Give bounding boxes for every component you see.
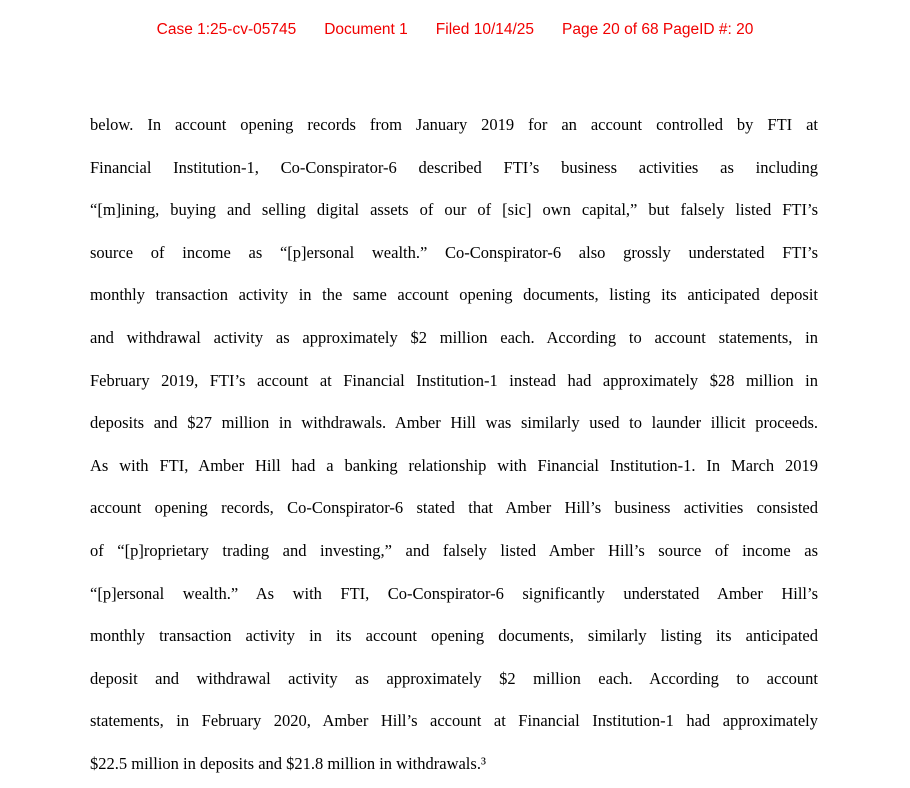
document-line: of “[p]roprietary trading and investing,” and falsely listed Amber Hill’s source of income as [90, 540, 818, 560]
document-line: deposit and withdrawal activity as approximately $2 million each. According to account [90, 668, 818, 688]
filed-date: Filed 10/14/25 [435, 21, 535, 38]
case-number: Case 1:25-cv-05745 [156, 21, 297, 38]
document-line: “[m]ining, buying and selling digital assets of our of [sic] own capital,” but falsely listed FTI’s [90, 200, 818, 220]
document-line: deposits and $27 million in withdrawals. Amber Hill was similarly used to launder illicit proceeds. [90, 413, 818, 433]
document-line: below. In account opening records from January 2019 for an account controlled by FTI at [90, 115, 818, 134]
document-line: account opening records, Co-Conspirator-6 stated that Amber Hill’s business activities consisted [90, 498, 818, 518]
document-body [90, 104, 818, 786]
document-line: monthly transaction activity in its account opening documents, similarly listing its anticipated [90, 626, 818, 646]
document-line: $22.5 million in deposits and $21.8 million in withdrawals.³ [90, 753, 486, 773]
document-line: monthly transaction activity in the same account opening documents, listing its anticipated deposit [90, 285, 818, 305]
stamp-header [0, 20, 910, 40]
page-info: Page 20 of 68 PageID #: 20 [562, 21, 754, 38]
document-line: As with FTI, Amber Hill had a banking relationship with Financial Institution-1. In March 2019 [90, 455, 818, 475]
document-line: February 2019, FTI’s account at Financial Institution-1 instead had approximately $28 million in [90, 370, 818, 390]
document-line: Financial Institution-1, Co-Conspirator-6 described FTI’s business activities as including [90, 157, 818, 177]
document-line: source of income as “[p]ersonal wealth.” Co-Conspirator-6 also grossly understated FTI’s [90, 242, 818, 262]
document-number: Document 1 [324, 21, 408, 38]
document-line: statements, in February 2020, Amber Hill’s account at Financial Institution-1 had approximately [90, 711, 818, 731]
document-line: “[p]ersonal wealth.” As with FTI, Co-Conspirator-6 significantly understated Amber Hill’s [90, 583, 818, 603]
document-line: and withdrawal activity as approximately $2 million each. According to account statements, in [90, 327, 818, 347]
